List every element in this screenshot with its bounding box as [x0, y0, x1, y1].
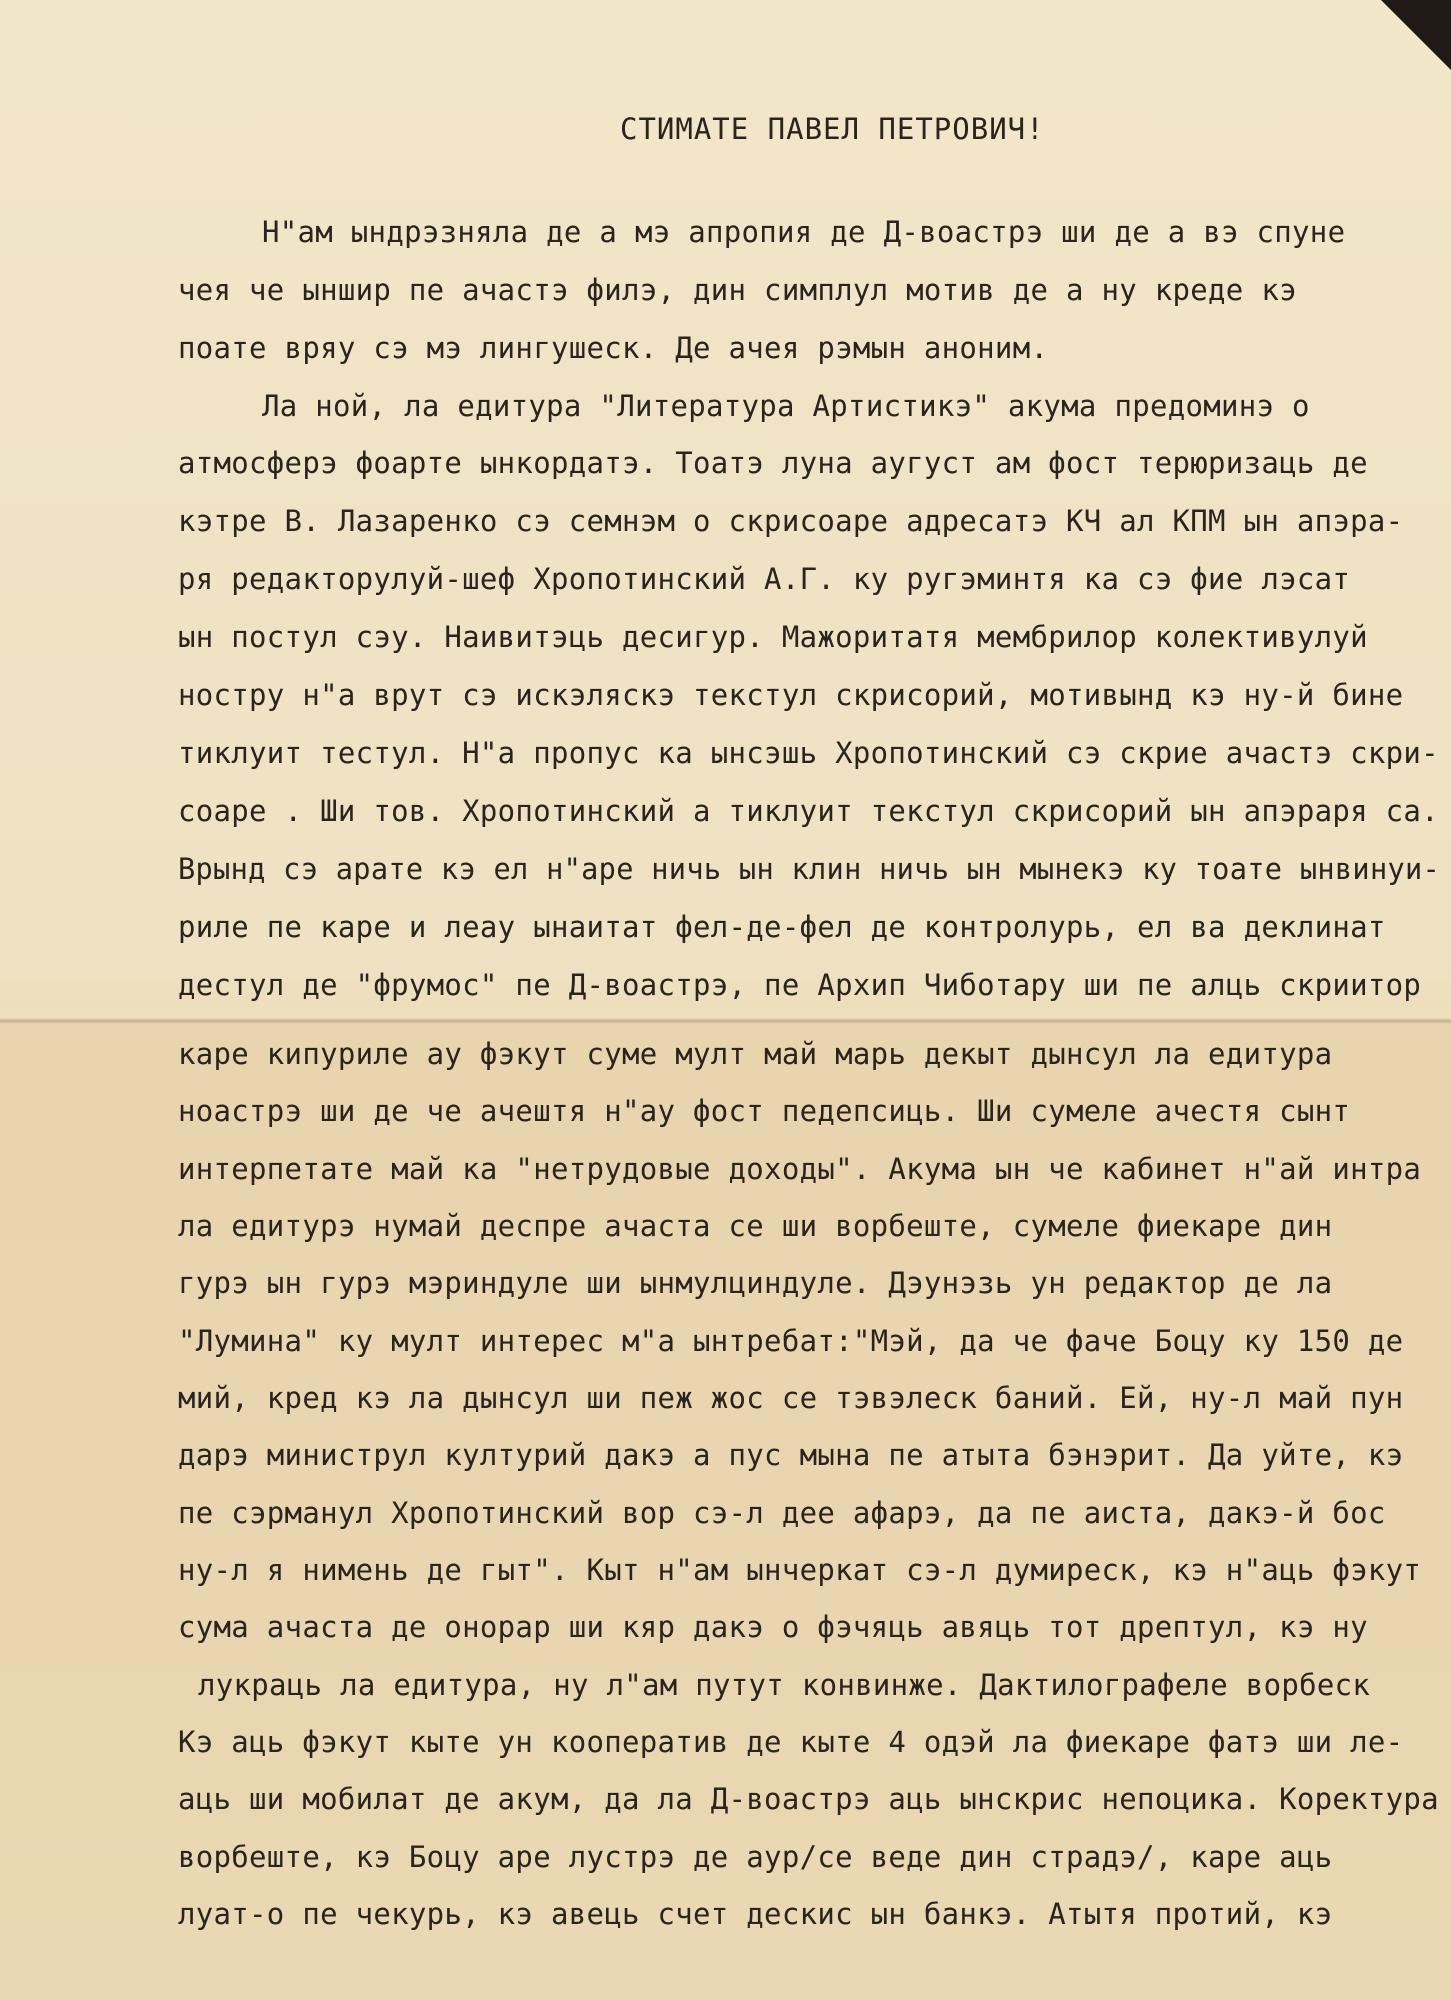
text-line-8: ын постул сэу. Наивитэць десигур. Мажоритатя мембрилор колективулуй: [178, 620, 1368, 654]
text-line-28: аць ши мобилат де акум, да ла Д-воастрэ аць ынскрис непоцика. Коректура: [178, 1782, 1439, 1816]
text-line-2: чея че ыншир пе ачастэ филэ, дин симплул мотив де а ну креде кэ: [178, 273, 1297, 307]
text-line-29: ворбеште, кэ Боцу аре лустрэ де аур/се веде дин страдэ/, каре аць: [178, 1840, 1333, 1874]
text-line-15: каре кипуриле ау фэкут суме мулт май марь декыт дынсул ла едитура: [178, 1037, 1333, 1071]
text-line-24: ну-л я нимень де гыт". Кыт н"ам ынчеркат сэ-л думиреск, кэ н"аць фэкут: [178, 1553, 1422, 1587]
text-line-23: пе сэрманул Хропотинский вор сэ-л дее афарэ, да пе аиста, дакэ-й бос: [178, 1496, 1386, 1530]
text-line-6: кэтре В. Лазаренко сэ семнэм о скрисоаре адресатэ КЧ ал КПМ ын апэра-: [178, 504, 1404, 538]
text-line-27: Кэ аць фэкут кыте ун кооператив де кыте 4 одэй ла фиекаре фатэ ши ле-: [178, 1725, 1404, 1759]
text-line-5: атмосферэ фоарте ынкордатэ. Тоатэ луна аугуст ам фост терюризаць де: [178, 446, 1368, 480]
text-line-11: соаре . Ши тов. Хропотинский а тиклуит текстул скрисорий ын апэраря са.: [178, 794, 1439, 828]
text-line-20: "Лумина" ку мулт интерес м"а ынтребат:"Мэй, да че фаче Боцу ку 150 де: [178, 1324, 1404, 1358]
text-line-10: тиклуит тестул. Н"а пропус ка ынсэшь Хропотинский сэ скрие ачастэ скри-: [178, 736, 1439, 770]
text-line-16: ноастрэ ши де че ачештя н"ау фост педепсиць. Ши сумеле ачестя сынт: [178, 1094, 1351, 1128]
text-line-9: ностру н"а врут сэ искэляскэ текстул скрисорий, мотивынд кэ ну-й бине: [178, 678, 1404, 712]
text-line-7: ря редакторулуй-шеф Хропотинский А.Г. ку ругэминтя ка сэ фие лэсат: [178, 562, 1351, 596]
text-line-19: гурэ ын гурэ мэриндуле ши ынмулциндуле. Дэунэзь ун редактор де ла: [178, 1266, 1333, 1300]
text-line-3: поате вряу сэ мэ лингушеск. Де ачея рэмын аноним.: [178, 331, 1049, 365]
text-line-18: ла едитурэ нумай деспре ачаста се ши ворбеште, сумеле фиекаре дин: [178, 1209, 1333, 1243]
text-line-21: мий, кред кэ ла дынсул ши пеж жос се тэвэлеск баний. Ей, ну-л май пун: [178, 1381, 1404, 1415]
text-line-22: дарэ министрул културий дакэ а пус мына пе атыта бэнэрит. Да уйте, кэ: [178, 1438, 1404, 1472]
text-line-1: Н"ам ындрэзняла де а мэ апропия де Д-воастрэ ши де а вэ спуне: [262, 215, 1346, 249]
text-line-25: сума ачаста де онорар ши кяр дакэ о фэчяць авяць тот дрептул, кэ ну: [178, 1610, 1368, 1644]
text-line-13: риле пе каре и леау ынаитат фел-де-фел де контролурь, ел ва деклинат: [178, 910, 1386, 944]
text-line-14: дестул де "фрумос" пе Д-воастрэ, пе Архип Чиботару ши пе алць скриитор: [178, 968, 1422, 1002]
text-line-4: Ла ной, ла едитура "Литература Артистикэ" акума предоминэ о: [262, 389, 1310, 423]
text-line-12: Врынд сэ арате кэ ел н"аре ничь ын клин ничь ын мынекэ ку тоате ынвинуи-: [178, 852, 1441, 886]
letter-title: СТИМАТЕ ПАВЕЛ ПЕТРОВИЧ!: [620, 112, 1045, 146]
text-line-17: интерпетате май ка "нетрудовые доходы". Акума ын че кабинет н"ай интра: [178, 1152, 1422, 1186]
text-line-30: луат-о пе чекурь, кэ авець счет дескис ын банкэ. Атытя протий, кэ: [178, 1897, 1333, 1931]
text-line-26: лукраць ла едитура, ну л"ам путут конвинже. Дактилографеле ворбеск: [198, 1668, 1371, 1702]
